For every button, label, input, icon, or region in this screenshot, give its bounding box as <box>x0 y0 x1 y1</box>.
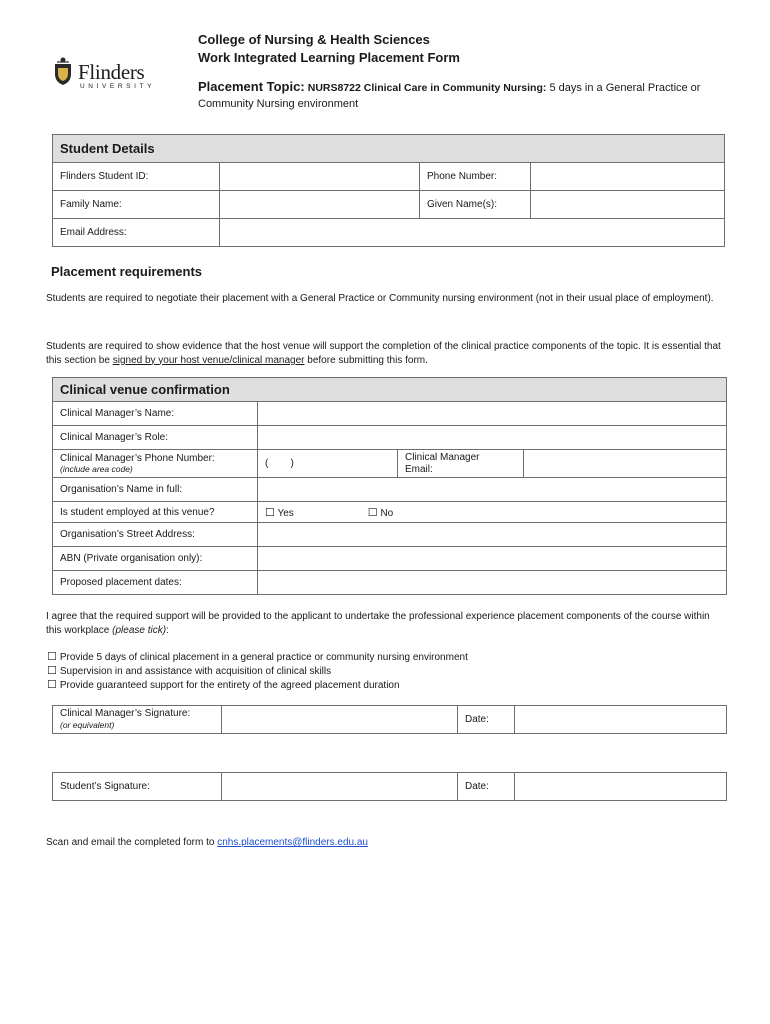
checkbox-icon[interactable]: ☐ <box>47 651 57 663</box>
no-checkbox-icon[interactable]: ☐ <box>367 506 378 519</box>
agreement-checklist <box>47 651 468 692</box>
family-name-field[interactable] <box>220 191 420 219</box>
placements-email-link[interactable]: cnhs.placements@flinders.edu.au <box>217 837 368 848</box>
manager-date-field[interactable] <box>515 706 727 734</box>
student-date-label: Date: <box>458 773 515 801</box>
org-name-label: Organisation’s Name in full: <box>53 478 258 502</box>
agreement-text-a: I agree that the required support will be provided to the applicant to undertake the professional experience placement components of the course within this workplace <box>46 611 710 636</box>
placement-topic <box>198 79 743 112</box>
manager-signature-sub: (or equivalent) <box>60 720 115 730</box>
agreement-text-b: : <box>166 624 169 636</box>
checklist-item[interactable] <box>47 665 468 679</box>
student-signature-field[interactable] <box>222 773 458 801</box>
manager-signature-table <box>52 705 727 734</box>
footer-text: Scan and email the completed form to <box>46 837 218 848</box>
logo-wordmark: Flinders <box>78 60 145 84</box>
manager-signature-label <box>53 706 222 734</box>
placement-requirements-heading: Placement requirements <box>51 264 203 279</box>
street-address-label: Organisation’s Street Address: <box>53 523 258 547</box>
manager-phone-label-text: Clinical Manager’s Phone Number: <box>60 452 215 464</box>
manager-date-label: Date: <box>458 706 515 734</box>
manager-phone-label <box>53 450 258 478</box>
checklist-item-label: Provide guaranteed support for the entirety of the agreed placement duration <box>59 679 400 691</box>
abn-label: ABN (Private organisation only): <box>53 547 258 571</box>
email-field[interactable] <box>220 219 725 247</box>
no-label: No <box>380 507 394 519</box>
student-id-label: Flinders Student ID: <box>53 163 220 191</box>
yes-option[interactable] <box>265 506 365 519</box>
topic-description: 5 days in a General Practice or Community Nursing environment <box>198 82 701 110</box>
manager-signature-field[interactable] <box>222 706 458 734</box>
student-date-field[interactable] <box>515 773 727 801</box>
requirements-paragraph-2 <box>46 340 726 367</box>
manager-signature-label-text: Clinical Manager’s Signature: <box>60 708 191 719</box>
manager-email-label-2: Email: <box>405 463 433 475</box>
manager-email-field[interactable] <box>524 450 727 478</box>
checklist-item-label: Supervision in and assistance with acquisition of clinical skills <box>59 665 332 677</box>
checkbox-icon[interactable]: ☐ <box>47 678 57 691</box>
manager-phone-sub: (include area code) <box>60 463 133 474</box>
student-signature-table <box>52 772 727 801</box>
agreement-please-tick: (please tick) <box>112 624 167 636</box>
yes-label: Yes <box>277 507 294 519</box>
placement-dates-field[interactable] <box>258 571 727 595</box>
street-address-field[interactable] <box>258 523 727 547</box>
venue-title: Clinical venue confirmation <box>53 378 727 402</box>
para2-text-b: before submitting this form. <box>304 354 428 366</box>
student-id-field[interactable] <box>220 163 420 191</box>
abn-field[interactable] <box>258 547 727 571</box>
manager-email-label <box>398 450 524 478</box>
manager-role-label: Clinical Manager’s Role: <box>53 426 258 450</box>
para2-underlined: signed by your host venue/clinical manager <box>112 354 305 366</box>
checklist-item[interactable] <box>47 651 468 665</box>
family-name-label: Family Name: <box>53 191 220 219</box>
college-title: College of Nursing & Health Sciences <box>198 32 430 47</box>
footer-instruction <box>46 836 726 850</box>
phone-field[interactable] <box>531 163 725 191</box>
crest-icon <box>52 56 74 86</box>
form-header <box>198 31 743 112</box>
manager-phone-field[interactable] <box>258 450 398 478</box>
checklist-item-label: Provide 5 days of clinical placement in a general practice or community nursing environment <box>59 652 468 663</box>
org-name-field[interactable] <box>258 478 727 502</box>
area-code-brackets: ( ) <box>265 458 294 469</box>
para2-text-a: Students are required to show evidence that the host venue will support the completion of the clinical practice components of the topic. It is essential that this section be <box>46 341 721 366</box>
flinders-logo <box>52 52 160 96</box>
manager-name-label: Clinical Manager’s Name: <box>53 402 258 426</box>
given-names-label: Given Name(s): <box>420 191 531 219</box>
employed-options <box>258 502 727 523</box>
checkbox-icon[interactable]: ☐ <box>47 664 57 677</box>
manager-email-label-1: Clinical Manager <box>405 451 480 463</box>
form-title: Work Integrated Learning Placement Form <box>198 50 460 65</box>
email-label: Email Address: <box>53 219 220 247</box>
topic-label: Placement Topic: <box>198 79 305 94</box>
phone-label: Phone Number: <box>420 163 531 191</box>
placement-dates-label: Proposed placement dates: <box>53 571 258 595</box>
student-signature-label: Student’s Signature: <box>53 773 222 801</box>
no-option[interactable] <box>368 508 393 519</box>
manager-name-field[interactable] <box>258 402 727 426</box>
logo-tagline: UNIVERSITY <box>80 83 156 90</box>
venue-confirmation-table <box>52 377 727 595</box>
agreement-text <box>46 610 726 637</box>
yes-checkbox-icon[interactable]: ☐ <box>265 506 275 519</box>
employed-label: Is student employed at this venue? <box>53 502 258 523</box>
requirements-paragraph-1: Students are required to negotiate their placement with a General Practice or Community nursing environment (not in their usual place of employment). <box>46 293 714 304</box>
given-names-field[interactable] <box>531 191 725 219</box>
student-details-title: Student Details <box>53 135 725 163</box>
manager-role-field[interactable] <box>258 426 727 450</box>
topic-code: NURS8722 Clinical Care in Community Nursing: <box>307 82 547 94</box>
student-details-table <box>52 134 725 247</box>
checklist-item[interactable] <box>47 679 468 693</box>
